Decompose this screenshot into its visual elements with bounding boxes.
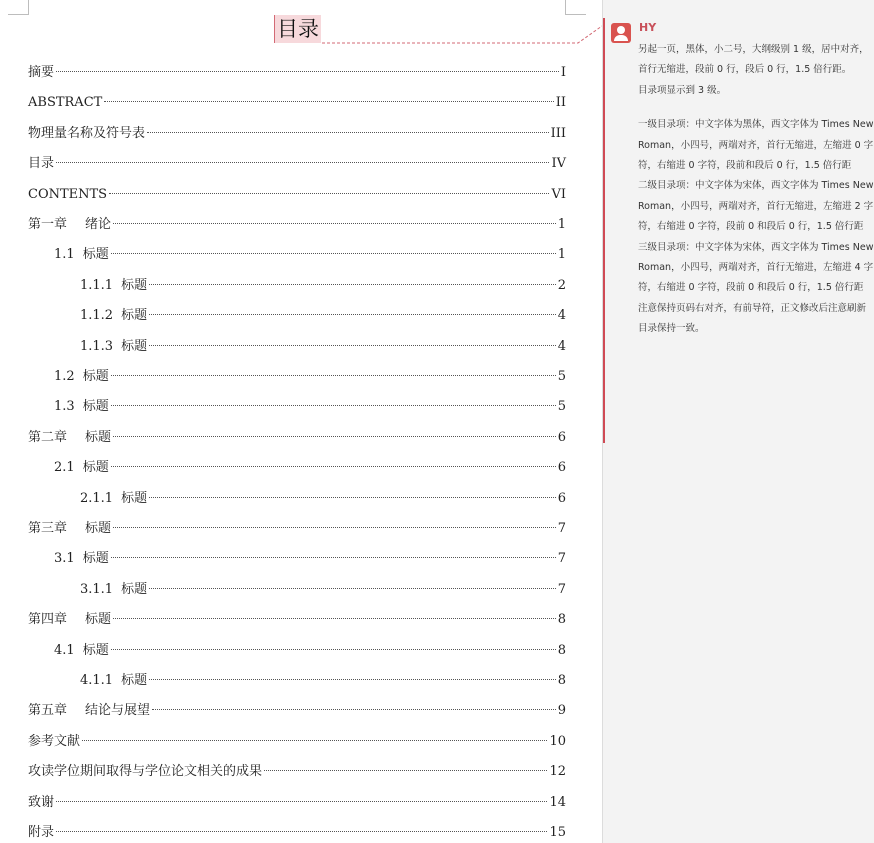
toc-entry-label: 摘要: [28, 65, 55, 80]
toc-page-number: 10: [549, 733, 566, 749]
toc-entry-number: 1.1.1: [80, 277, 114, 293]
toc-entry-label: 1.1 标题: [54, 247, 109, 263]
toc-page-number: 1: [557, 247, 566, 263]
toc-page-number: 4: [557, 338, 566, 354]
toc-heading[interactable]: 目录: [277, 17, 319, 41]
toc-entry-label: 1.1.3 标题: [80, 338, 148, 354]
user-icon: [611, 23, 631, 43]
toc-entry-label: 第四章 标题: [28, 612, 112, 628]
toc-entry-label: 目录: [28, 156, 55, 172]
toc-page-number: 6: [557, 460, 566, 476]
comment-paragraph: 目录项显示到 3 级。: [638, 84, 727, 96]
toc-entry-number: 第四章: [28, 612, 68, 628]
toc-entry-label: 第一章 绪论: [28, 217, 112, 232]
toc-page-number: 5: [557, 399, 566, 415]
toc-page-number: 7: [557, 521, 566, 536]
toc-page-number: 8: [557, 673, 566, 688]
toc-page-number: 1: [557, 217, 566, 232]
toc-entry-number: 1.3: [54, 399, 75, 415]
toc-entry-number: 1.1.2: [80, 308, 114, 324]
toc-page-number: 5: [557, 369, 566, 384]
toc-entry-label: 1.1.2 标题: [80, 308, 148, 324]
toc-entry-number: 4.1.1: [80, 673, 114, 688]
toc-page-number: 8: [557, 612, 566, 628]
toc-page-number: 9: [557, 703, 566, 719]
toc-entry-label: CONTENTS: [28, 186, 108, 202]
toc-entry-label: 4.1 标题: [54, 642, 109, 658]
toc-entry-label: 4.1.1 标题: [80, 673, 148, 688]
comment-paragraph: [638, 101, 874, 115]
toc-entry-label: 第二章 标题: [28, 429, 112, 445]
comment-paragraph: 三级目录项：中文字体为宋体，西文字体为 Times New Roman，小四号，两端对齐，首行无缩进，左缩进 4 字符，右缩进 0 字符，段前 0 和段后 0 行，1.5 倍行距: [638, 241, 874, 294]
toc-entry-number: 2.1.1: [80, 490, 114, 506]
toc-entry-label: 3.1 标题: [54, 551, 109, 567]
toc-page-number: 7: [557, 581, 566, 597]
toc-page-number: 12: [549, 764, 566, 780]
toc-page-number: 4: [557, 308, 566, 324]
toc-entry-number: 4.1: [54, 642, 75, 658]
comment-paragraph: 另起一页，黑体，小二号，大纲级别 1 级，居中对齐，首行无缩进，段前 0 行，段后 0 行，1.5 倍行距。: [638, 44, 869, 76]
comment-text[interactable]: [638, 40, 874, 340]
toc-entry-number: 第二章: [28, 429, 68, 445]
toc-entry-label: ABSTRACT: [28, 95, 103, 111]
toc-entry-number: 第五章: [28, 703, 68, 719]
toc-entry-number: 1.1: [54, 247, 75, 263]
toc-entry-number: 1.1.3: [80, 338, 114, 354]
toc-entry-number: 1.2: [54, 369, 75, 384]
toc-page-number: 8: [557, 642, 566, 658]
toc-page-number: III: [550, 125, 566, 141]
toc-entry-label: 1.2 标题: [54, 369, 109, 384]
comment-paragraph: 一级目录项：中文字体为黑体，西文字体为 Times New Roman，小四号，两端对齐，首行无缩进，左缩进 0 字符，右缩进 0 字符，段前和段后 0 行，1.5 倍行距: [638, 119, 874, 172]
toc-entry-number: 3.1.1: [80, 581, 114, 597]
toc-page-number: 15: [549, 825, 566, 840]
toc-entry-number: 3.1: [54, 551, 75, 567]
toc-page-number: 14: [549, 794, 566, 810]
toc-page-number: I: [560, 65, 566, 80]
toc-entry-number: 2.1: [54, 460, 75, 476]
comment-pane: [602, 0, 874, 843]
comment-card[interactable]: [603, 18, 874, 443]
toc-entry-label: 物理量名称及符号表: [28, 125, 146, 141]
toc-page-number: II: [555, 95, 566, 111]
toc-page-number: 7: [557, 551, 566, 567]
toc-page-number: VI: [551, 186, 566, 202]
comment-paragraph: 二级目录项：中文字体为宋体，西文字体为 Times New Roman，小四号，两端对齐，首行无缩进，左缩进 2 字符，右缩进 0 字符，段前 0 和段后 0 行，1.5 倍行距: [638, 180, 874, 233]
comment-paragraph: 注意保持页码右对齐，有前导符，正文修改后注意刷新目录保持一致。: [638, 302, 867, 335]
toc-entry-number: 第三章: [28, 521, 68, 536]
toc-page-number: 6: [557, 429, 566, 445]
toc-entry-label: 3.1.1 标题: [80, 581, 148, 597]
toc-page-number: 2: [557, 277, 566, 293]
toc-entry-label: 2.1.1 标题: [80, 490, 148, 506]
toc-entry-label: 第五章 结论与展望: [28, 703, 151, 719]
toc-entry-label: 2.1 标题: [54, 460, 109, 476]
toc-entry-label: 1.1.1 标题: [80, 277, 148, 293]
toc-entry-label: 致谢: [28, 794, 55, 810]
toc-page-number: 6: [557, 490, 566, 506]
toc-entry-label: 附录: [28, 825, 55, 840]
toc-entry-label: 第三章 标题: [28, 521, 112, 536]
toc-entry-label: 1.3 标题: [54, 399, 109, 415]
comment-author: HY: [639, 21, 657, 34]
toc-entry-label: 攻读学位期间取得与学位论文相关的成果: [28, 764, 263, 780]
toc-entry-number: 第一章: [28, 217, 68, 232]
toc-entry-label: 参考文献: [28, 733, 81, 749]
toc-page-number: IV: [551, 156, 566, 172]
